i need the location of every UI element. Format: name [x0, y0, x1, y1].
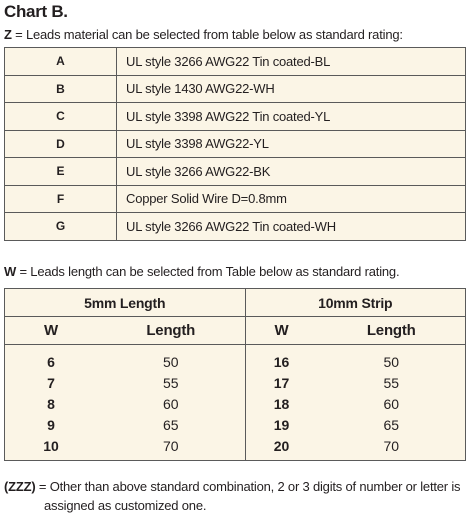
material-code: C: [5, 103, 117, 131]
material-desc: UL style 3266 AWG22-BK: [117, 158, 466, 186]
materials-table: [4, 47, 466, 241]
w-value: 19: [273, 416, 290, 433]
group-header-10mm: 10mm Strip: [245, 289, 466, 317]
material-code: A: [5, 48, 117, 76]
table-row: [5, 48, 466, 76]
material-desc: UL style 3266 AWG22 Tin coated-WH: [117, 213, 466, 241]
length-value: 50: [97, 345, 245, 373]
group-header-5mm: 5mm Length: [5, 289, 246, 317]
material-desc: UL style 3398 AWG22 Tin coated-YL: [117, 103, 466, 131]
table-row: [5, 345, 466, 373]
col-header-w: W: [5, 317, 98, 345]
material-desc: UL style 3398 AWG22-YL: [117, 130, 466, 158]
length-value: 65: [383, 416, 400, 433]
w-letter: W: [4, 264, 17, 279]
table-row: [5, 130, 466, 158]
material-desc: UL style 3266 AWG22 Tin coated-BL: [117, 48, 466, 76]
length-value: 65: [97, 414, 245, 435]
table-row: [5, 393, 466, 414]
chart-title: Chart B.: [4, 2, 68, 21]
table-row: [5, 75, 466, 103]
z-letter: Z: [4, 27, 12, 42]
w-value: 18: [273, 395, 290, 412]
length-value: 60: [97, 393, 245, 414]
footnote-line: [4, 477, 470, 496]
length-value: 70: [97, 435, 245, 461]
material-desc: Copper Solid Wire D=0.8mm: [117, 185, 466, 213]
col-header-length: Length: [97, 317, 245, 345]
material-code: F: [5, 185, 117, 213]
w-intro-text: = Leads length can be selected from Table below as standard rating.: [16, 264, 400, 279]
w-value: 6: [47, 353, 55, 370]
col-header-w: W: [245, 317, 318, 345]
z-intro-text: = Leads material can be selected from table below as standard rating:: [11, 27, 403, 42]
length-value: 55: [97, 372, 245, 393]
footnote-text: = Other than above standard combination, 2 or 3 digits of number or letter is: [35, 479, 461, 494]
material-code: B: [5, 75, 117, 103]
material-code: E: [5, 158, 117, 186]
footnote-code: (ZZZ): [4, 479, 36, 494]
material-code: D: [5, 130, 117, 158]
length-value: 50: [383, 353, 400, 370]
w-value: 8: [47, 395, 55, 412]
col-header-length: Length: [318, 317, 466, 345]
table-row: [5, 158, 466, 186]
length-value: 55: [383, 374, 400, 391]
table-row: [5, 435, 466, 461]
length-value: 60: [383, 395, 400, 412]
z-intro: [4, 27, 403, 42]
w-value: 9: [47, 416, 55, 433]
w-value: 10: [43, 437, 59, 454]
group-header-row: [5, 289, 466, 317]
material-code: G: [5, 213, 117, 241]
table-row: [5, 185, 466, 213]
table-row: [5, 103, 466, 131]
material-desc: UL style 1430 AWG22-WH: [117, 75, 466, 103]
column-header-row: [5, 317, 466, 345]
length-value: 70: [383, 437, 400, 454]
length-table: [4, 288, 466, 461]
table-row: [5, 414, 466, 435]
w-value: 20: [273, 437, 290, 454]
w-value: 17: [273, 374, 290, 391]
w-value: 16: [273, 353, 290, 370]
table-row: [5, 372, 466, 393]
table-row: [5, 213, 466, 241]
footnote-line: assigned as customized one.: [44, 498, 207, 513]
w-value: 7: [47, 374, 55, 391]
w-intro: [4, 264, 399, 279]
footnote: [4, 477, 470, 515]
